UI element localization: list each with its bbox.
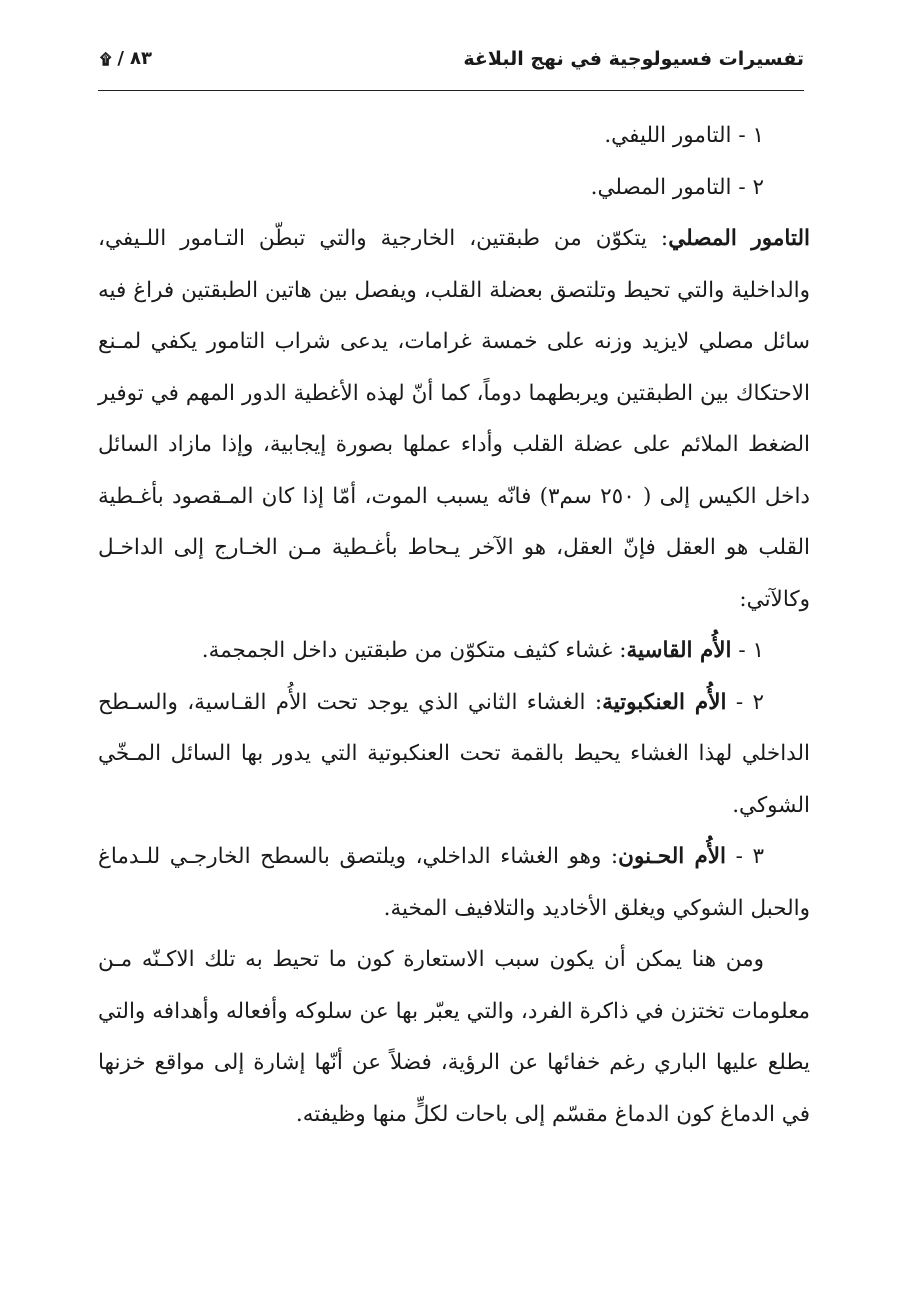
meninges-item-text: : غشاء كثيف متكوّن من طبقتين داخل الجمجمة. bbox=[201, 638, 627, 663]
meninges-item-arachnoid bbox=[98, 677, 810, 832]
meninges-item-pia bbox=[98, 831, 810, 934]
header-divider bbox=[98, 90, 804, 91]
running-header bbox=[98, 44, 804, 84]
header-separator: / bbox=[117, 48, 124, 69]
term-pia-mater: الأُم الحـنون bbox=[618, 844, 727, 869]
list-item-serous-pericardium: ٢ - التامور المصلي. bbox=[590, 174, 764, 200]
page-number: ٨٣ bbox=[129, 48, 152, 69]
body-text bbox=[98, 110, 810, 1140]
term-arachnoid-mater: الأُم العنكبوتية bbox=[602, 689, 727, 715]
paragraph-conclusion: ومن هنا يمكن أن يكون سبب الاستعارة كون ما تحيط به تلك الاكـنّه مـن معلومات تختزن في ذاكرة الفرد، والتي يعبّر بها عن سلوكه وأفعاله وأهدافه والتي يطلع عليها الباري رغم خفائها عن الرؤية، فضلاً عن أنّها إشارة إلى مواقع خزنها في الدماغ كون الدماغ مقسّم إلى باحات لكلٍّ منها وظيفته. bbox=[98, 947, 810, 1127]
header-mark-icon: ۩ bbox=[100, 49, 112, 68]
meninges-item-number: ١ - bbox=[731, 638, 764, 663]
header-title: تفسيرات فسيولوجية في نهج البلاغة bbox=[463, 48, 804, 70]
meninges-item-text: : وهو الغشاء الداخلي، ويلتصق بالسطح الخارجـي للـدماغ والحبل الشوكي ويغلق الأخاديد والتلافيف المخية. bbox=[98, 844, 810, 921]
term-dura-mater: الأُم القاسية bbox=[626, 638, 732, 663]
meninges-item-number: ٢ - bbox=[726, 689, 764, 715]
paragraph-serous-pericardium bbox=[98, 213, 810, 625]
header-page-number-group bbox=[100, 48, 152, 69]
meninges-item-text: : الغشاء الثاني الذي يوجد تحت الأُم القـاسية، والسـطح الداخلي لهذا الغشاء يحيط بالقمة تحت العنكبوتية التي يدور بها السائل المـخّي الشوكي. bbox=[98, 689, 810, 818]
list-item-fibrous-pericardium: ١ - التامور الليفي. bbox=[604, 123, 764, 148]
paragraph-serous-pericardium-text: : يتكوّن من طبقتين، الخارجية والتي تبطّن التـامور اللـيفي، والداخلية والتي تحيط وتلتصق بعضلة القلب، ويفصل بين هاتين الطبقتين فراغ فيه سائل مصلي لايزيد وزنه على خمسة غرامات، يدعى شراب التامور يكفي لمـنع الاحتكاك بين الطبقتين ويربطهما دوماً، كما أنّ لهذه الأغطية الدور المهم في توفير الضغط الملائم على عضلة القلب وأداء عملها بصورة إيجابية، وإذا مازاد السائل داخل الكيس إلى ( ٢٥٠ سم٣) فانّه يسبب الموت، أمّا إذا كان المـقصود بأغـطية القلب هو العقل فإنّ العقل، هو الآخر يـحاط بأغـطية مـن الخـارج إلى الداخـل وكالآتي: bbox=[98, 226, 810, 612]
term-serous-pericardium: التامور المصلي bbox=[668, 226, 810, 251]
meninges-item-dura bbox=[98, 625, 810, 677]
meninges-item-number: ٣ - bbox=[726, 844, 764, 869]
